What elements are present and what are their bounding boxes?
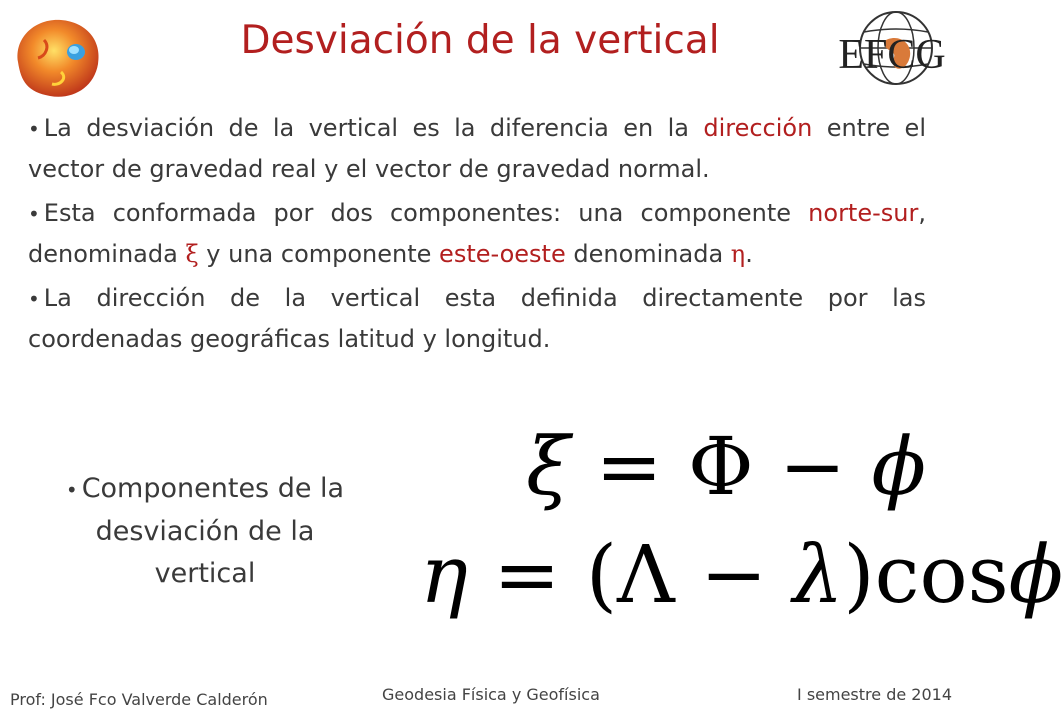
symbol-eta: η xyxy=(730,240,746,268)
formula-xi: ξ = Φ − ϕ xyxy=(526,420,926,513)
page-title: Desviación de la vertical xyxy=(240,18,720,63)
bullet-dot: • xyxy=(28,287,40,311)
components-heading-line: desviación de la xyxy=(95,516,315,547)
components-heading xyxy=(50,468,360,595)
svg-text:EFCG: EFCG xyxy=(838,32,946,78)
footer-author: Prof: José Fco Valverde Calderón xyxy=(10,690,268,709)
bullet-item: • Esta conformada por dos componentes: una componente norte-sur, denominada ξ y una componente este-oeste denominada η. xyxy=(28,199,926,268)
bullet-dot: • xyxy=(65,478,78,502)
efcg-logo xyxy=(828,6,956,96)
bullet-dot: • xyxy=(28,117,40,141)
symbol-xi: ξ xyxy=(185,240,199,268)
formula-eta: η = (Λ − λ)cosϕ xyxy=(420,528,1063,621)
highlight-este-oeste: este-oeste xyxy=(439,240,566,268)
bullet-item: • La desviación de la vertical es la diferencia en la dirección entre el vector de gravedad real y el vector de gravedad normal. xyxy=(28,114,926,183)
highlight-direccion: dirección xyxy=(703,114,813,142)
components-heading-line: • Componentes de la xyxy=(65,473,345,504)
footer-term: I semestre de 2014 xyxy=(797,685,952,704)
footer-course: Geodesia Física y Geofísica xyxy=(382,685,600,704)
bullet-item: • La dirección de la vertical esta definida directamente por las coordenadas geográficas latitud y longitud. xyxy=(28,284,926,353)
bullet-list xyxy=(28,108,926,363)
bullet-dot: • xyxy=(28,202,40,226)
highlight-norte-sur: norte-sur xyxy=(808,199,919,227)
components-heading-line: vertical xyxy=(154,558,256,589)
